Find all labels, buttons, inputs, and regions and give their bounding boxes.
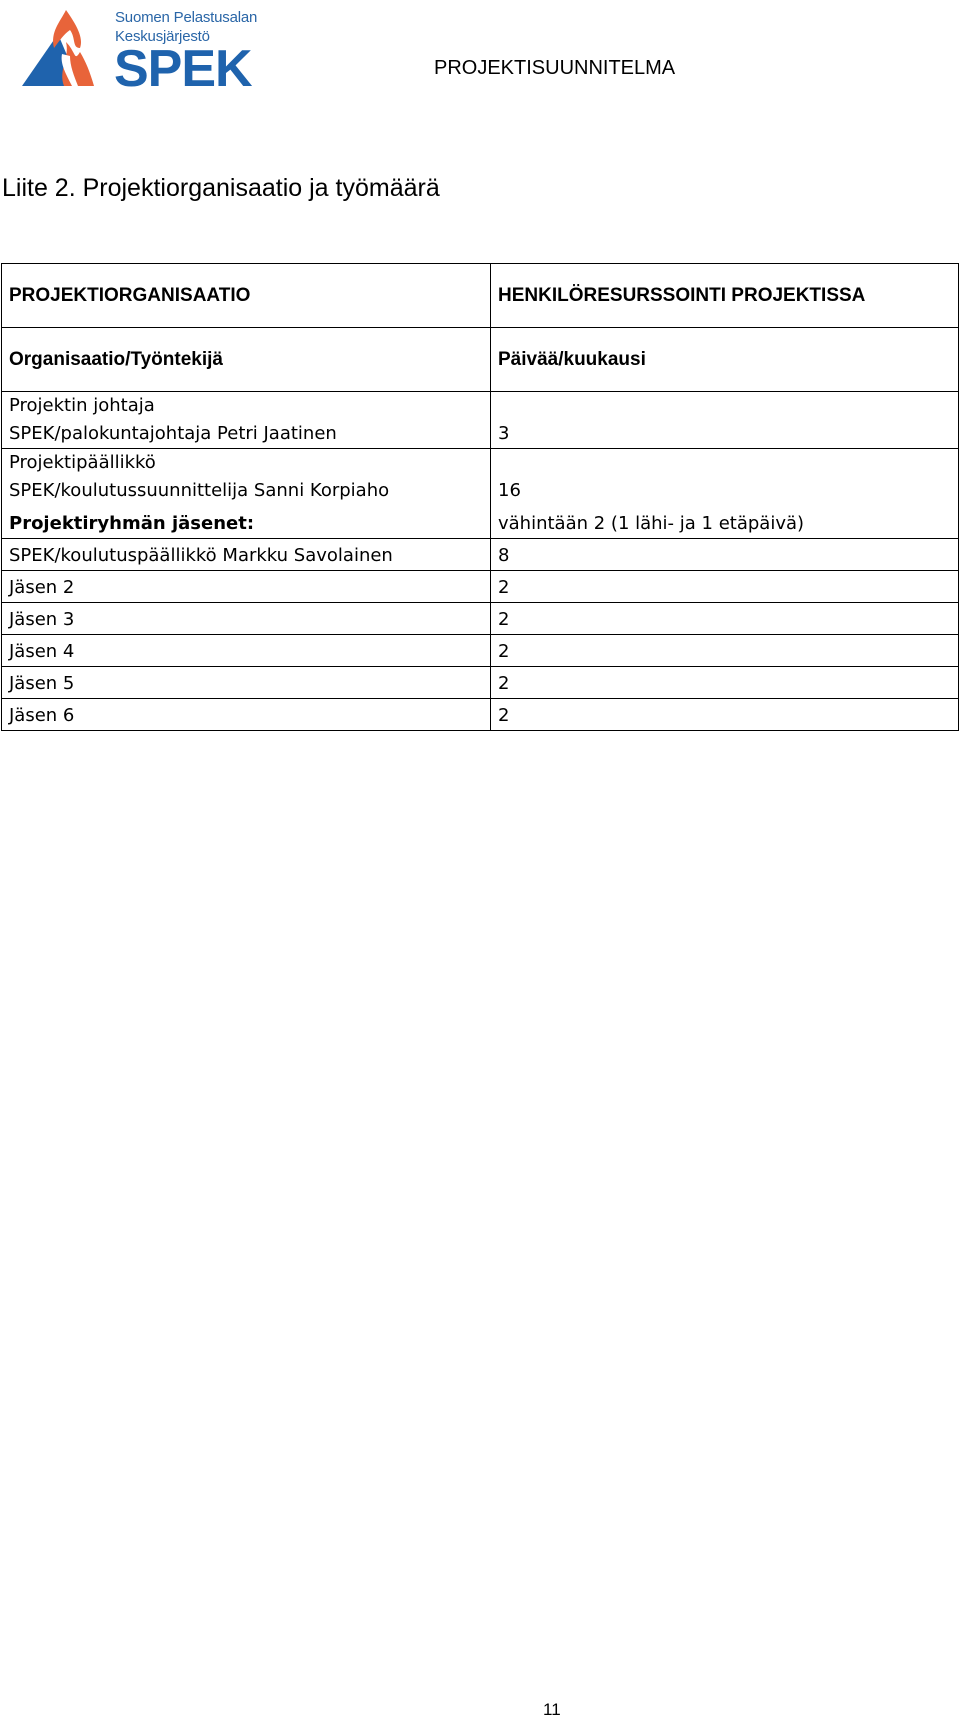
role-cell — [2, 449, 491, 506]
column-subheader-employee: Organisaatio/Työntekijä — [2, 328, 491, 392]
table-row — [2, 539, 959, 571]
logo-line-1: Suomen Pelastusalan — [115, 9, 258, 26]
table-row — [2, 699, 959, 731]
days-cell: 2 — [491, 699, 959, 731]
days-cell: vähintään 2 (1 lähi- ja 1 etäpäivä) — [491, 506, 959, 539]
page-title: Liite 2. Projektiorganisaatio ja työmäärä — [2, 174, 440, 202]
column-header-organization: PROJEKTIORGANISAATIO — [2, 264, 491, 328]
group-label-cell: Projektiryhmän jäsenet: — [2, 506, 491, 539]
role-label: Projektin johtaja — [9, 395, 155, 416]
days-cell: 2 — [491, 635, 959, 667]
days-cell: 2 — [491, 571, 959, 603]
table-row — [2, 449, 959, 506]
person-label: SPEK/palokuntajohtaja Petri Jaatinen — [9, 423, 337, 444]
person-cell: Jäsen 4 — [2, 635, 491, 667]
spek-logo — [20, 4, 258, 98]
table-subheader-row — [2, 328, 959, 392]
person-cell: SPEK/koulutuspäällikkö Markku Savolainen — [2, 539, 491, 571]
role-label: Projektipäällikkö — [9, 452, 156, 473]
person-cell: Jäsen 2 — [2, 571, 491, 603]
page-number: 11 — [543, 1700, 561, 1719]
table-row — [2, 635, 959, 667]
person-cell: Jäsen 5 — [2, 667, 491, 699]
person-label: SPEK/koulutussuunnittelija Sanni Korpiaho — [9, 480, 390, 501]
days-cell: 16 — [491, 449, 959, 506]
flame-triangle-icon — [20, 4, 110, 90]
person-cell: Jäsen 6 — [2, 699, 491, 731]
role-cell — [2, 392, 491, 449]
column-subheader-days: Päivää/kuukausi — [491, 328, 959, 392]
logo-wordmark: SPEK — [114, 40, 252, 98]
days-cell: 3 — [491, 392, 959, 449]
page-header — [0, 0, 960, 100]
column-header-resourcing: HENKILÖRESURSSOINTI PROJEKTISSA — [491, 264, 959, 328]
table-row — [2, 603, 959, 635]
table-row — [2, 667, 959, 699]
table-row — [2, 506, 959, 539]
days-cell: 2 — [491, 603, 959, 635]
person-cell: Jäsen 3 — [2, 603, 491, 635]
organization-table — [1, 263, 959, 731]
table-row — [2, 571, 959, 603]
document-type: PROJEKTISUUNNITELMA — [434, 57, 676, 79]
days-cell: 8 — [491, 539, 959, 571]
table-row — [2, 392, 959, 449]
logo-line-2: Keskusjärjestö — [115, 28, 210, 45]
days-cell: 2 — [491, 667, 959, 699]
table-header-row — [2, 264, 959, 328]
